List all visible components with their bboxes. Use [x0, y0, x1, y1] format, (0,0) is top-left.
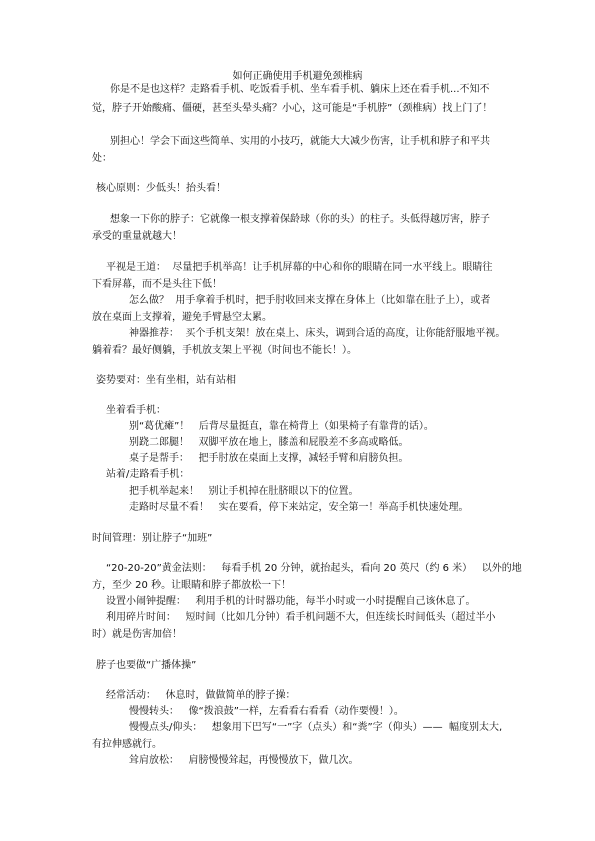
alarm-tip: 设置小闹钟提醒： 利用手机的计时器功能，每半小时或一小时提醒自己该休息了。: [106, 596, 476, 607]
exercise-tip-3: 耸肩放松： 肩膀慢慢耸起，再慢慢放下，做几次。: [129, 755, 359, 766]
intro-line-3: 别担心！学会下面这些简单、实用的小技巧，就能大大减少伤害，让手机和脖子和平共: [110, 136, 490, 147]
eye-level-line-1: 平视是王道： 尽量把手机举高！让手机屏幕的中心和你的眼睛在同一水平线上。眼睛往: [106, 262, 493, 273]
intro-line-2: 觉，脖子开始酸痛、僵硬，甚至头晕头痛？小心，这可能是“手机脖”（颈椎病）找上门了！: [92, 103, 493, 114]
standing-heading: 站着/走路看手机：: [106, 469, 190, 480]
tool-line-1: 神器推荐： 买个手机支架！放在桌上、床头，调到合适的高度，让你能舒服地平视。: [129, 328, 506, 339]
core-line-2: 承受的重量就越大！: [92, 231, 182, 242]
section-heading-exercise: 脖子也要做“广播体操”: [96, 660, 197, 671]
sitting-tip-1: 别“葛优瘫”！ 后背尽量挺直，靠在椅背上（如果椅子有靠背的话）。: [129, 421, 434, 432]
sitting-tip-2: 别跷二郎腿！ 双脚平放在地上，膝盖和屁股差不多高或略低。: [129, 437, 409, 448]
section-heading-time: 时间管理：别让脖子“加班”: [92, 533, 213, 544]
document-title: 如何正确使用手机避免颈椎病: [232, 71, 363, 82]
sitting-tip-3: 桌子是帮手： 把手肘放在桌面上支撑，减轻手臂和肩膀负担。: [129, 453, 409, 464]
exercise-tip-2-line-1: 慢慢点头/仰头： 想象用下巴写“一”字（点头）和“粪”字（仰头）—— 幅度别太大,: [129, 722, 503, 733]
exercise-tip-2-line-2: 有拉伸感就行。: [92, 739, 162, 750]
core-line-1: 想象一下你的脖子：它就像一根支撑着保龄球（你的头）的柱子。头低得越厉害，脖子: [110, 214, 490, 225]
how-to-line-1: 怎么做？ 用手拿着手机时，把手肘收回来支撑在身体上（比如靠在肚子上），或者: [129, 295, 491, 306]
tool-line-2: 躺着看？最好侧躺，手机放支架上平视（时间也不能长！）。: [92, 345, 357, 356]
standing-tip-2: 走路时尽量不看！ 实在要看，停下来站定，安全第一！举高手机快速处理。: [129, 502, 469, 513]
standing-tip-1: 把手机举起来！ 别让手机掉在肚脐眼以下的位置。: [129, 486, 359, 497]
how-to-line-2: 放在桌面上支撑着，避免手臂悬空太累。: [92, 312, 272, 323]
section-heading-core: 核心原则：少低头！抬头看！: [96, 183, 226, 194]
rule-202020-line-1: “20-20-20”黄金法则： 每看手机 20 分钟，就抬起头，看向 20 英尺（约 6 米） 以外的地: [106, 563, 522, 574]
exercise-tip-1: 慢慢转头： 像“拨浪鼓”一样，左看看右看看（动作要慢！）。: [129, 706, 404, 717]
section-heading-posture: 姿势要对：坐有坐相，站有站相: [96, 375, 236, 386]
fragment-time-line-1: 利用碎片时间： 短时间（比如几分钟）看手机问题不大，但连续长时间低头（超过半小: [106, 612, 496, 623]
fragment-time-line-2: 时）就是伤害加倍！: [92, 629, 182, 640]
intro-line-1: 你是不是也这样？走路看手机、吃饭看手机、坐车看手机、躺床上还在看手机...不知不: [110, 84, 490, 95]
exercise-heading: 经常活动： 休息时，做做简单的脖子操：: [106, 690, 296, 701]
intro-line-4: 处：: [92, 153, 112, 164]
rule-202020-line-2: 方，至少 20 秒。让眼睛和脖子都放松一下！: [92, 580, 292, 591]
sitting-heading: 坐着看手机：: [106, 405, 166, 416]
eye-level-line-2: 下看屏幕，而不是头往下低！: [92, 279, 222, 290]
